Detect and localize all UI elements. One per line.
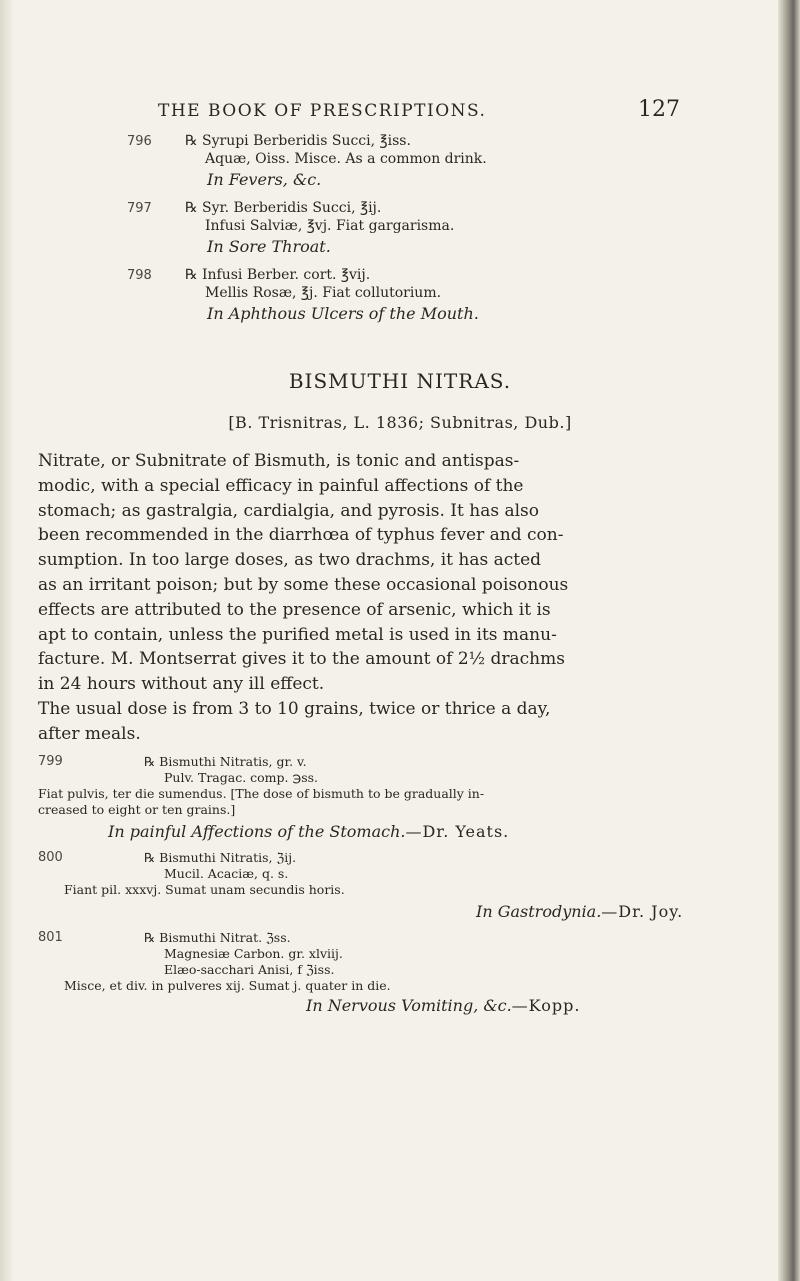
prescription-number: 799 [38,754,63,769]
prescription-line: Fiant pil. xxxvj. Sumat unam secundis horis. [64,882,345,897]
prescription-line: ℞ Bismuthi Nitratis, gr. v. [144,754,307,769]
prescription-line: Magnesiæ Carbon. gr. xlviij. [164,946,343,961]
prescription-800 [38,850,738,930]
body-line: modic, with a special efficacy in painful affections of the [38,475,524,496]
prescription-801 [38,930,738,1030]
body-line: after meals. [38,723,141,744]
prescription-line: Mucil. Acaciæ, q. s. [164,866,289,881]
author: —Dr. Joy. [601,902,684,921]
prescription-798 [127,268,687,328]
prescription-number: 798 [127,268,152,283]
body-line: Nitrate, or Subnitrate of Bismuth, is tonic and antispas- [38,451,520,471]
page-gutter-shadow [0,0,14,1281]
body-line: as an irritant poison; but by some these occasional poisonous [38,574,569,595]
prescription-797 [127,201,687,261]
running-head: THE BOOK OF PRESCRIPTIONS. [158,101,487,121]
page-edge [778,0,800,1281]
prescription-line: Infusi Salviæ, ℥vj. Fiat gargarisma. [205,218,455,234]
section-body [38,449,728,747]
occasion-text: In Gastrodynia. [476,902,602,921]
prescription-occasion [108,822,509,841]
prescription-line: Fiat pulvis, ter die sumendus. [The dose of bismuth to be gradually in- [38,786,485,801]
prescription-number: 796 [127,134,152,149]
page-number: 127 [638,97,680,122]
prescription-line: Elæo-sacchari Anisi, f ℨiss. [164,962,335,977]
prescription-line: Misce, et div. in pulveres xij. Sumat j. quater in die. [64,978,391,993]
prescription-number: 801 [38,930,63,945]
body-line: been recommended in the diarrhœa of typhus fever and con- [38,525,564,546]
body-line: in 24 hours without any ill effect. [38,674,325,695]
author: —Kopp. [511,996,581,1015]
body-line: facture. M. Montserrat gives it to the amount of 2½ drachms [38,649,565,670]
prescription-line: Pulv. Tragac. comp. ℈ss. [164,770,319,785]
prescription-line: ℞ Syrupi Berberidis Succi, ℥iss. [185,133,411,149]
body-line: stomach; as gastralgia, cardialgia, and pyrosis. It has also [38,500,539,521]
prescription-799 [38,754,738,844]
section-title: BISMUTHI NITRAS. [288,369,512,393]
prescription-line: Mellis Rosæ, ℥j. Fiat collutorium. [205,285,442,301]
body-line: The usual dose is from 3 to 10 grains, twice or thrice a day, [38,698,551,719]
body-line: effects are attributed to the presence of arsenic, which it is [38,599,551,620]
occasion-text: In Nervous Vomiting, &c. [306,996,512,1015]
prescription-occasion [476,902,683,921]
section-synonyms: [B. Trisnitras, L. 1836; Subnitras, Dub.] [228,413,572,432]
body-line: apt to contain, unless the purified metal is used in its manu- [38,624,557,645]
prescription-line: creased to eight or ten grains.] [38,802,236,817]
body-line: sumption. In too large doses, as two drachms, it has acted [38,550,542,571]
occasion-text: In painful Affections of the Stomach. [108,822,406,841]
prescription-line: ℞ Bismuthi Nitrat. ℨss. [144,930,291,945]
prescription-occasion [306,996,580,1015]
prescription-number: 797 [127,201,152,216]
prescription-occasion: In Sore Throat. [207,237,331,256]
prescription-line: ℞ Infusi Berber. cort. ℥vij. [185,267,371,283]
prescription-line: Aquæ, Oiss. Misce. As a common drink. [205,151,487,167]
page-header [150,95,680,125]
author: —Dr. Yeats. [405,822,510,841]
prescription-number: 800 [38,850,63,865]
prescription-796 [127,134,687,194]
prescription-line: ℞ Bismuthi Nitratis, ℨij. [144,850,297,865]
prescription-occasion: In Fevers, &c. [207,170,322,189]
prescription-occasion: In Aphthous Ulcers of the Mouth. [207,304,479,323]
prescription-line: ℞ Syr. Berberidis Succi, ℥ij. [185,200,382,216]
